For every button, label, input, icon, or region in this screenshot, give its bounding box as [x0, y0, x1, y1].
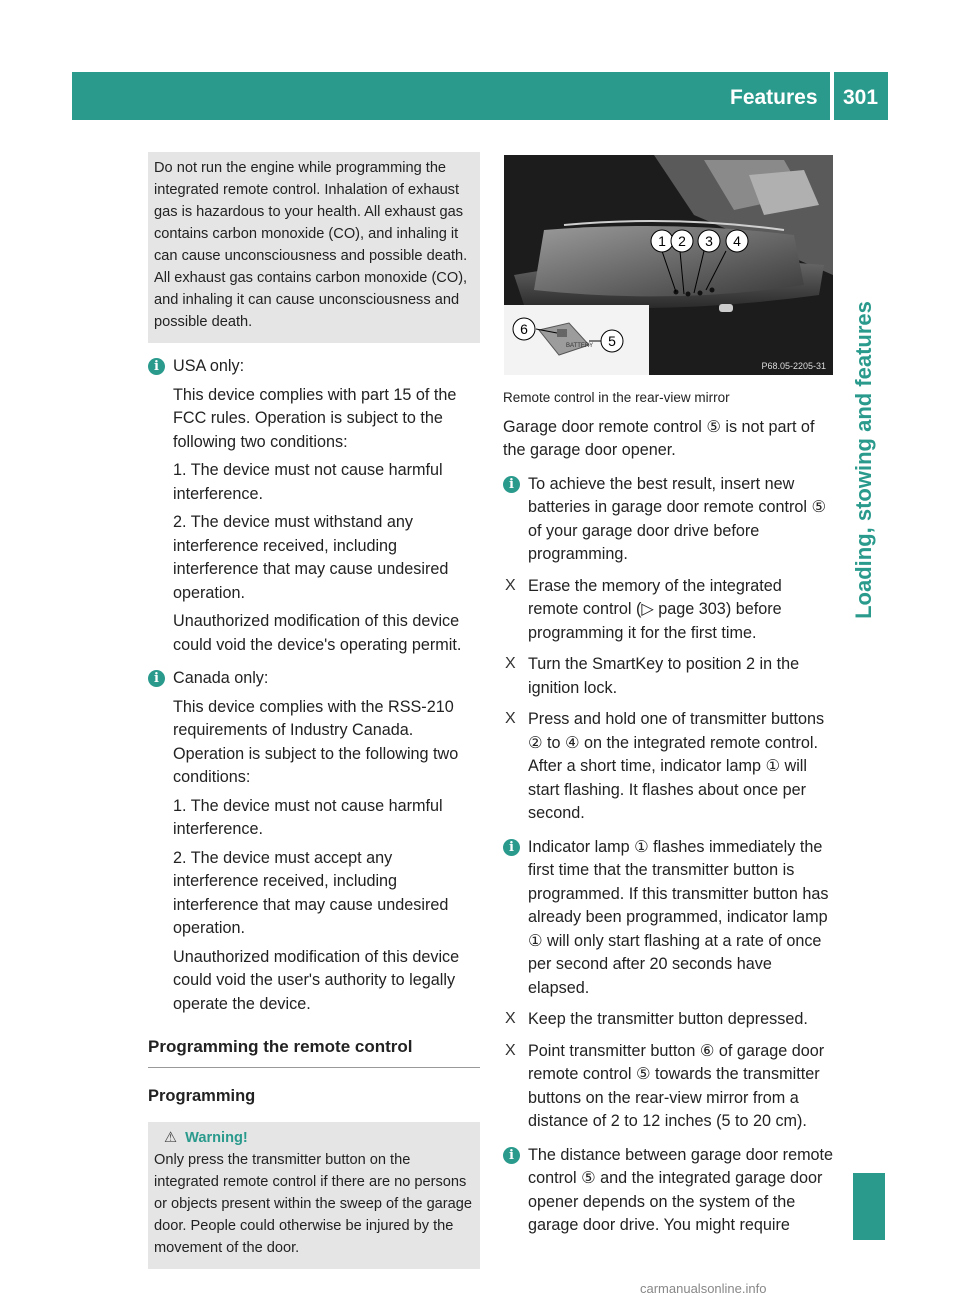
usa-title: USA only:: [173, 357, 245, 375]
step-press-hold-text: Press and hold one of transmitter buttons ② to ④ on the integrated remote control.: [528, 710, 825, 752]
distance-note-text: The distance between garage door remote control ⑤ and the integrated garage door opener depends on the system of the garage door drive. You might require: [528, 1145, 834, 1234]
svg-text:1: 1: [658, 233, 666, 249]
warning-title: Warning!: [185, 1130, 248, 1146]
watermark: carmanualsonline.info: [640, 1281, 767, 1296]
callout-6: [513, 318, 535, 340]
exhaust-warning-box: [148, 152, 480, 343]
step-press-hold: [503, 708, 835, 826]
callout-2: [671, 230, 693, 252]
distance-note: [503, 1144, 835, 1238]
usa-paragraph-3: 2. The device must withstand any interference received, including interference that may cause undesired operation.: [173, 513, 449, 602]
indicator-note: [503, 836, 835, 1001]
svg-text:6: 6: [520, 321, 528, 337]
info-icon: i: [148, 358, 165, 375]
rear-view-mirror-figure: [504, 155, 833, 375]
callout-1: [651, 230, 673, 252]
chapter-tab-label: Loading, stowing and features: [851, 301, 876, 619]
figure-code: P68.05-2205-31: [761, 361, 826, 371]
section-title: Features: [730, 86, 818, 109]
canada-paragraph-3: 2. The device must accept any interference received, including interference that may cause undesired operation.: [173, 848, 449, 937]
page-number: 301: [843, 86, 879, 109]
left-column: [148, 152, 480, 1269]
step-arrow-icon: X: [505, 1041, 516, 1059]
step-keep-depressed: [503, 1008, 835, 1032]
step-arrow-icon: X: [505, 655, 516, 672]
battery-note: [503, 473, 835, 567]
step-point-text: Point transmitter button ⑥ of garage door remote control ⑤ towards the transmitter buttons on the rear-view mirror from a distance of 2 to 12 inches (5 to 20 cm).: [528, 1041, 825, 1130]
step-keep-depressed-text: Keep the transmitter button depressed.: [528, 1010, 808, 1028]
battery-label: BATTERY: [566, 343, 594, 349]
step-press-hold-result: After a short time, indicator lamp ① will start flashing. It flashes about once per second.: [528, 757, 807, 822]
step-smartkey-text: Turn the SmartKey to position 2 in the ignition lock.: [528, 655, 800, 697]
step-point: [503, 1040, 835, 1134]
usa-paragraph-4: Unauthorized modification of this device could void the device's operating permit.: [173, 612, 462, 654]
step-smartkey: [503, 653, 835, 700]
step-arrow-icon: X: [505, 576, 516, 594]
right-column: [503, 386, 835, 1243]
info-icon: i: [503, 1147, 520, 1164]
indicator-note-text: Indicator lamp ① flashes immediately the first time that the transmitter button is programmed. If this transmitter button has already been programmed, indicator lamp ① will only start flashing at a rate of once per second after 20 seconds have elapsed.: [528, 837, 829, 997]
mirror-illustration: [504, 155, 833, 375]
chapter-tab-marker: [853, 1173, 885, 1240]
battery-note-text: To achieve the best result, insert new batteries in garage door remote control ⑤ of your garage door drive before programming.: [528, 474, 826, 563]
svg-text:3: 3: [705, 233, 713, 249]
exhaust-warning-text: Do not run the engine while programming the integrated remote control. Inhalation of exhaust gas is hazardous to your health. All exhaust gas contains carbon monoxide (CO), and inhaling it can cause unconsciousness and possible death. All exhaust gas contains carbon monoxide (CO), and inhaling it can cause unconsciousness and possible death.: [154, 160, 468, 330]
step-erase-text: Erase the memory of the integrated remote control (▷ page 303) before programming it for the first time.: [528, 576, 782, 642]
step-arrow-icon: X: [505, 710, 516, 727]
info-icon: i: [148, 670, 165, 687]
step-arrow-icon: X: [505, 1010, 516, 1027]
info-icon: i: [503, 839, 520, 856]
usa-paragraph-2: 1. The device must not cause harmful interference.: [173, 461, 443, 503]
subsection-heading: Programming: [148, 1086, 256, 1105]
figure-caption: Remote control in the rear-view mirror: [503, 390, 730, 405]
canada-paragraph-4: Unauthorized modification of this device could void the user's authority to legally operate the device.: [173, 947, 460, 1013]
callout-5: [601, 330, 623, 352]
step-erase: [503, 575, 835, 646]
info-icon: i: [503, 476, 520, 493]
canada-note: [148, 667, 480, 1016]
intro-paragraph: Garage door remote control ⑤ is not part of the garage door opener.: [503, 417, 815, 459]
warning-triangle-icon: ⚠: [164, 1130, 178, 1146]
garage-warning-text: Only press the transmitter button on the integrated remote control if there are no persons or objects present within the sweep of the garage door. People could otherwise be injured by the movement of the door.: [154, 1152, 473, 1256]
svg-text:4: 4: [733, 233, 741, 249]
callout-3: [698, 230, 720, 252]
usa-note: [148, 355, 480, 657]
canada-paragraph-1: This device complies with the RSS-210 requirements of Industry Canada. Operation is subject to the following two conditions:: [173, 697, 459, 786]
usa-paragraph-1: This device complies with part 15 of the FCC rules. Operation is subject to the following two conditions:: [173, 385, 457, 451]
callout-4: [726, 230, 748, 252]
svg-text:5: 5: [608, 333, 616, 349]
header-separator: [830, 72, 834, 120]
canada-title: Canada only:: [173, 669, 269, 687]
canada-paragraph-2: 1. The device must not cause harmful interference.: [173, 796, 443, 838]
section-heading: Programming the remote control: [148, 1035, 480, 1068]
svg-text:2: 2: [678, 233, 686, 249]
garage-warning-box: [148, 1122, 480, 1269]
